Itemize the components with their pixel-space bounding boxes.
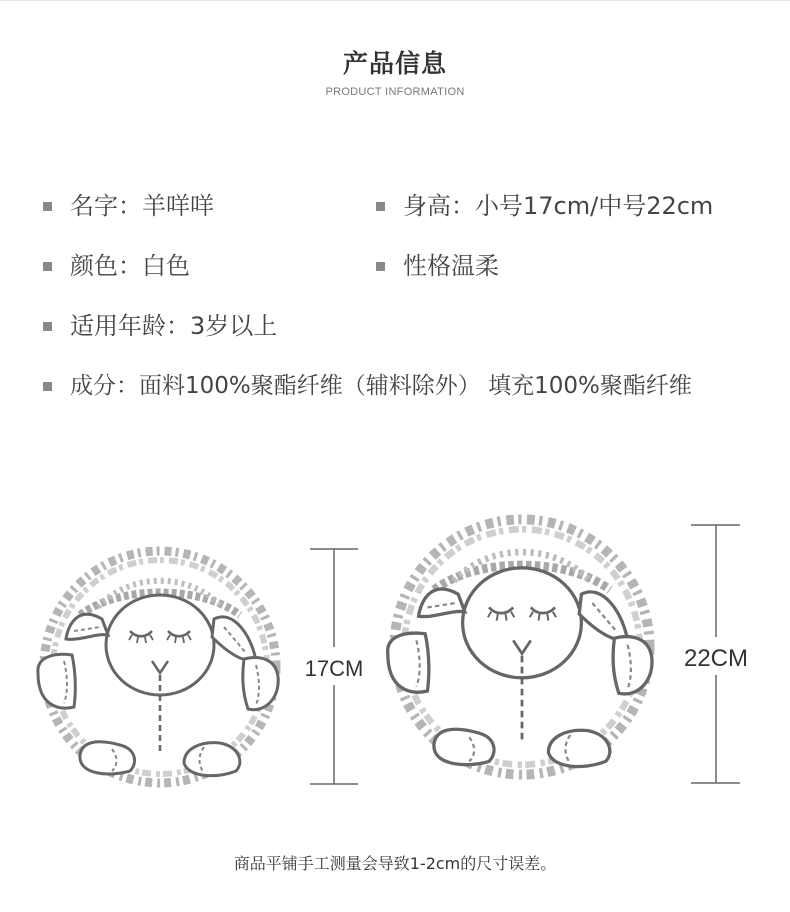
bullet-icon — [376, 262, 385, 271]
info-text-name: 名字：羊咩咩 — [70, 192, 214, 220]
info-text-height: 身高：小号17cm/中号22cm — [403, 192, 714, 220]
bullet-icon — [43, 322, 52, 331]
bullet-icon — [376, 202, 385, 211]
info-text-color: 颜色：白色 — [70, 252, 190, 280]
medium-size-label: 22CM — [683, 645, 749, 672]
page-subtitle: PRODUCT INFORMATION — [325, 86, 465, 98]
page-title: 产品信息 — [342, 49, 447, 78]
small-sheep-drawing — [38, 551, 278, 783]
bullet-icon — [43, 202, 52, 211]
measurement-note: 商品平铺手工测量会导致1-2cm的尺寸误差。 — [233, 854, 557, 873]
info-text-material: 成分：面料100%聚酯纤维（辅料除外） 填充100%聚酯纤维 — [70, 373, 692, 399]
bullet-icon — [43, 382, 52, 391]
info-text-age: 适用年龄：3岁以上 — [70, 312, 278, 340]
small-size-label: 17CM — [304, 656, 364, 681]
top-divider — [0, 0, 790, 1]
bullet-icon — [43, 262, 52, 271]
sheep-size-illustration — [0, 505, 790, 810]
info-text-personality: 性格温柔 — [403, 252, 499, 280]
medium-sheep-drawing — [388, 519, 652, 774]
